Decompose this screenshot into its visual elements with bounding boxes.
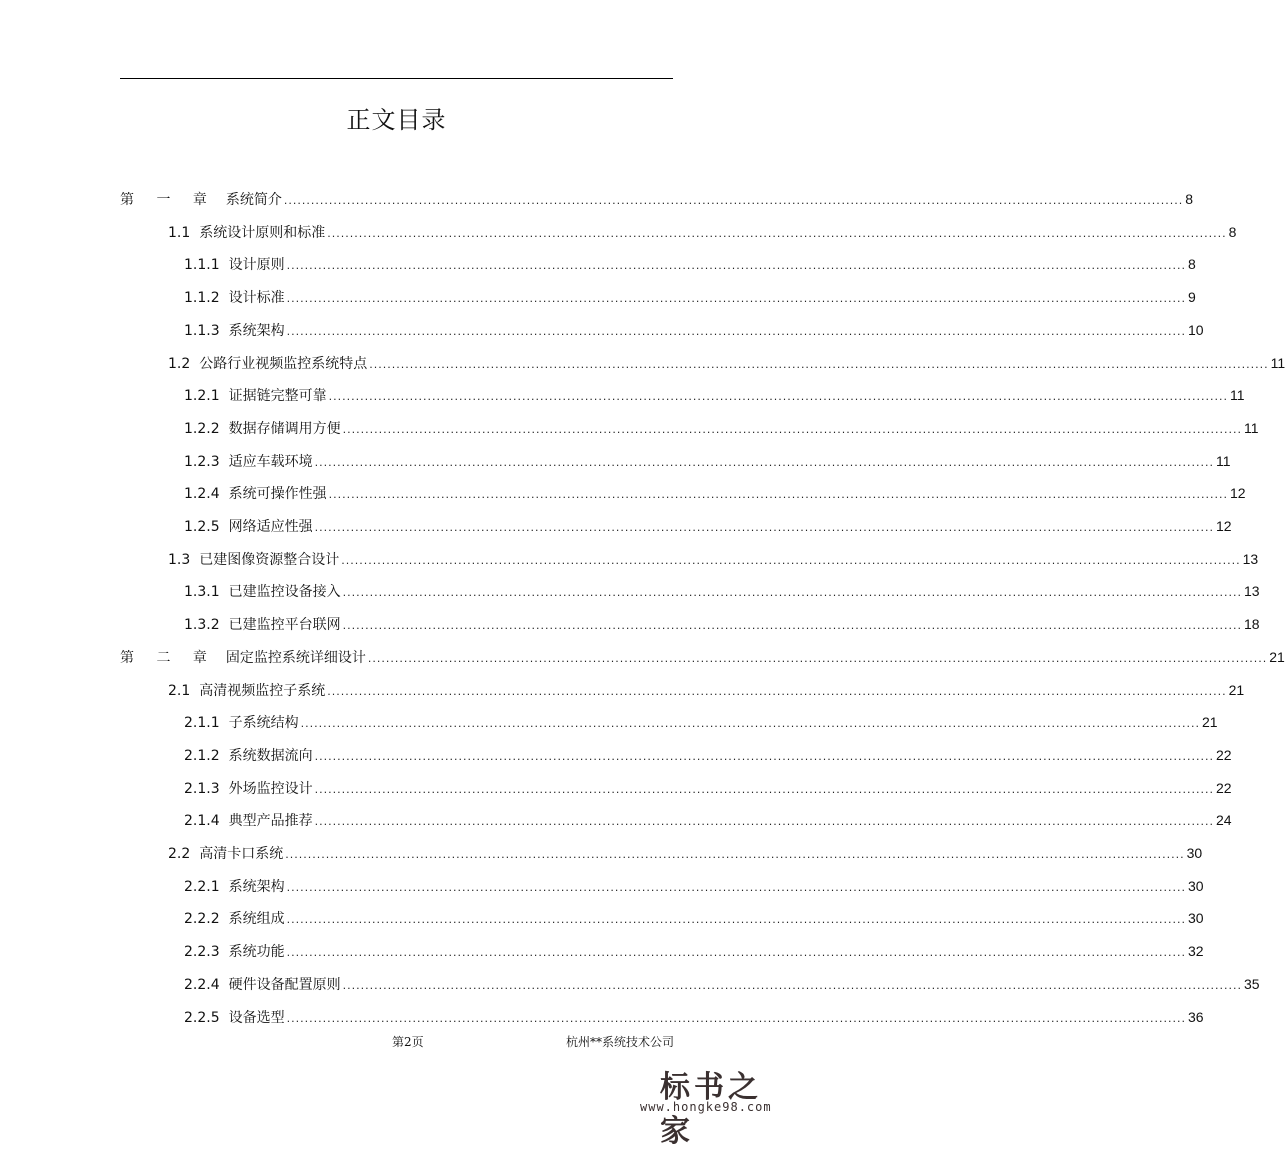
toc-entry[interactable] [120,188,1194,210]
toc-entry-title: 外场监控设计 [228,780,313,797]
toc-entry-page: 36 [1187,1008,1204,1025]
toc-leader-dots: ........................................................................................................................................................................................................ [283,194,1184,207]
toc-entry-page: 10 [1187,321,1204,338]
toc-entry-title: 高清视频监控子系统 [199,682,326,699]
toc-leader-dots: ........................................................................................................................................................................................................ [342,978,1242,992]
toc-entry-page: 11 [1243,419,1259,436]
toc-leader-dots: ........................................................................................................................................................................................................ [327,684,1227,698]
toc-entry-title: 网络适应性强 [228,519,313,535]
toc-entry-page: 24 [1215,812,1232,829]
toc-leader-dots: ........................................................................................................................................................................................................ [314,521,1214,534]
toc-entry-page: 11 [1229,387,1245,404]
toc-entry-title: 已建监控设备接入 [228,584,341,601]
toc-leader-dots: ........................................................................................................................................................................................................ [286,913,1186,927]
toc-entry-number: 2.1 [168,682,191,699]
toc-entry-title: 系统组成 [228,911,285,928]
toc-leader-dots: ........................................................................................................................................................................................................ [342,586,1242,600]
toc-entry[interactable] [168,679,1245,701]
toc-entry-number: 1.2.1 [184,388,220,405]
toc-entry[interactable] [184,973,1260,995]
toc-entry-page: 11 [1270,354,1285,371]
toc-entry-title: 系统架构 [228,322,285,339]
toc-entry[interactable] [168,548,1259,570]
toc-leader-dots: ........................................................................................................................................................................................................ [286,1011,1186,1025]
toc-entry-page: 21 [1228,681,1245,698]
toc-entry[interactable] [184,417,1259,439]
toc-entry-page: 13 [1242,550,1259,567]
toc-entry-title: 系统设计原则和标准 [199,224,326,241]
toc-entry[interactable] [168,352,1285,374]
toc-entry-title: 设计原则 [228,257,285,274]
toc-entry-number: 2.1.1 [184,715,220,732]
toc-entry-number: 第 一 章 [120,192,216,208]
watermark-url: www.hongke98.com [640,1100,772,1114]
toc-leader-dots: ........................................................................................................................................................................................................ [300,717,1200,731]
toc-entry-number: 1.1.1 [184,257,220,274]
toc-entry-page: 9 [1187,289,1196,306]
toc-entry-number: 1.2.4 [184,486,220,503]
toc-entry[interactable] [184,482,1246,504]
toc-entry-number: 1.3.2 [184,617,220,634]
toc-entry[interactable] [184,777,1232,799]
toc-entry-page: 8 [1187,256,1196,273]
page-title: 正文目录 [346,106,447,134]
toc-entry-number: 1.2.3 [184,453,220,470]
toc-leader-dots: ........................................................................................................................................................................................................ [328,390,1228,404]
toc-entry-number: 2.1.4 [184,813,220,830]
toc-entry-page: 21 [1269,648,1285,665]
toc-entry[interactable] [184,940,1204,962]
toc-entry-number: 2.2 [168,846,191,862]
toc-entry-title: 硬件设备配置原则 [228,976,341,993]
toc-entry-title: 系统架构 [228,878,285,895]
toc-entry-title: 设计标准 [228,290,285,307]
toc-entry[interactable] [184,744,1232,766]
toc-entry-title: 公路行业视频监控系统特点 [199,355,368,372]
toc-leader-dots: ........................................................................................................................................................................................................ [342,422,1242,436]
toc-entry-number: 1.2.5 [184,519,220,535]
toc-entry-title: 已建监控平台联网 [228,617,341,634]
toc-entry-number: 1.1.2 [184,290,220,307]
toc-entry-title: 适应车载环境 [228,453,313,470]
toc-entry[interactable] [184,809,1232,831]
toc-entry-title: 典型产品推荐 [228,813,313,830]
toc-leader-dots: ........................................................................................................................................................................................................ [286,259,1186,273]
toc-entry[interactable] [184,711,1218,733]
toc-entry-page: 11 [1215,452,1231,469]
toc-entry[interactable] [184,613,1260,635]
toc-entry-title: 子系统结构 [228,715,299,732]
toc-entry-page: 18 [1243,616,1260,633]
toc-leader-dots: ........................................................................................................................................................................................................ [314,749,1214,763]
toc-entry-title: 系统功能 [228,944,285,961]
toc-entry-page: 30 [1187,910,1204,927]
toc-leader-dots: ........................................................................................................................................................................................................ [327,226,1227,240]
toc-leader-dots: ........................................................................................................................................................................................................ [314,782,1214,796]
toc-leader-dots: ........................................................................................................................................................................................................ [342,619,1242,633]
toc-entry[interactable] [184,515,1232,537]
toc-entry[interactable] [184,319,1204,341]
toc-entry[interactable] [184,1006,1204,1028]
toc-entry-title: 系统简介 [225,192,282,208]
toc-entry-title: 高清卡口系统 [199,846,284,862]
toc-leader-dots: ........................................................................................................................................................................................................ [369,357,1269,371]
toc-leader-dots: ........................................................................................................................................................................................................ [286,946,1186,960]
toc-entry-title: 证据链完整可靠 [228,388,327,405]
toc-leader-dots: ........................................................................................................................................................................................................ [328,488,1228,502]
toc-entry[interactable] [184,286,1196,308]
footer-page-number: 第2页 [392,1035,424,1049]
toc-entry-number: 1.3.1 [184,584,220,601]
toc-entry-page: 12 [1215,518,1232,534]
toc-entry[interactable] [168,221,1237,243]
toc-entry-title: 系统数据流向 [228,747,313,764]
footer-company: 杭州**系统技术公司 [566,1035,675,1049]
toc-entry[interactable] [184,580,1260,602]
toc-leader-dots: ........................................................................................................................................................................................................ [285,848,1185,861]
toc-entry-page: 22 [1215,779,1232,796]
toc-entry-page: 35 [1243,975,1260,992]
toc-leader-dots: ........................................................................................................................................................................................................ [314,455,1214,469]
toc-entry-number: 1.3 [168,551,191,568]
toc-entry[interactable] [184,450,1231,472]
toc-entry-page: 30 [1187,877,1204,894]
toc-entry-title: 固定监控系统详细设计 [225,649,366,666]
toc-leader-dots: ........................................................................................................................................................................................................ [367,651,1268,665]
toc-entry-title: 设备选型 [228,1009,285,1026]
toc-entry[interactable] [168,842,1203,864]
toc-entry-number: 2.2.3 [184,944,220,961]
toc-entry-page: 8 [1185,191,1194,207]
toc-entry[interactable] [184,875,1204,897]
toc-entry-page: 21 [1201,714,1218,731]
toc-entry-title: 系统可操作性强 [228,486,327,503]
toc-leader-dots: ........................................................................................................................................................................................................ [286,880,1186,894]
toc-entry-number: 2.1.2 [184,747,220,764]
toc-entry-number: 1.1 [168,224,191,241]
toc-entry-page: 8 [1228,223,1237,240]
toc-entry-number: 2.2.1 [184,878,220,895]
toc-entry[interactable] [184,384,1245,406]
toc-entry-page: 12 [1229,485,1246,502]
toc-entry[interactable] [120,646,1285,668]
toc-entry-number: 1.2.2 [184,420,220,437]
toc-leader-dots: ........................................................................................................................................................................................................ [286,292,1186,306]
toc-entry-number: 1.2 [168,355,191,372]
toc-entry-title: 数据存储调用方便 [228,420,341,437]
toc-entry-title: 已建图像资源整合设计 [199,551,340,568]
toc-entry-number: 2.2.4 [184,976,220,993]
toc-entry-page: 30 [1186,845,1203,861]
toc-entry-number: 2.2.2 [184,911,220,928]
toc-leader-dots: ........................................................................................................................................................................................................ [286,324,1186,338]
watermark-logo: 标书之家 [660,1070,762,1149]
toc-entry-number: 1.1.3 [184,322,220,339]
toc-entry-number: 2.2.5 [184,1009,220,1026]
toc-entry-number: 第 二 章 [120,649,216,666]
toc-entry-page: 22 [1215,746,1232,763]
toc-leader-dots: ........................................................................................................................................................................................................ [314,815,1214,829]
toc-entry-page: 13 [1243,583,1260,600]
toc-entry-page: 32 [1187,943,1204,960]
toc-entry[interactable] [184,253,1196,275]
toc-entry-number: 2.1.3 [184,780,220,797]
toc-entry[interactable] [184,907,1204,929]
toc-leader-dots: ........................................................................................................................................................................................................ [341,553,1241,567]
